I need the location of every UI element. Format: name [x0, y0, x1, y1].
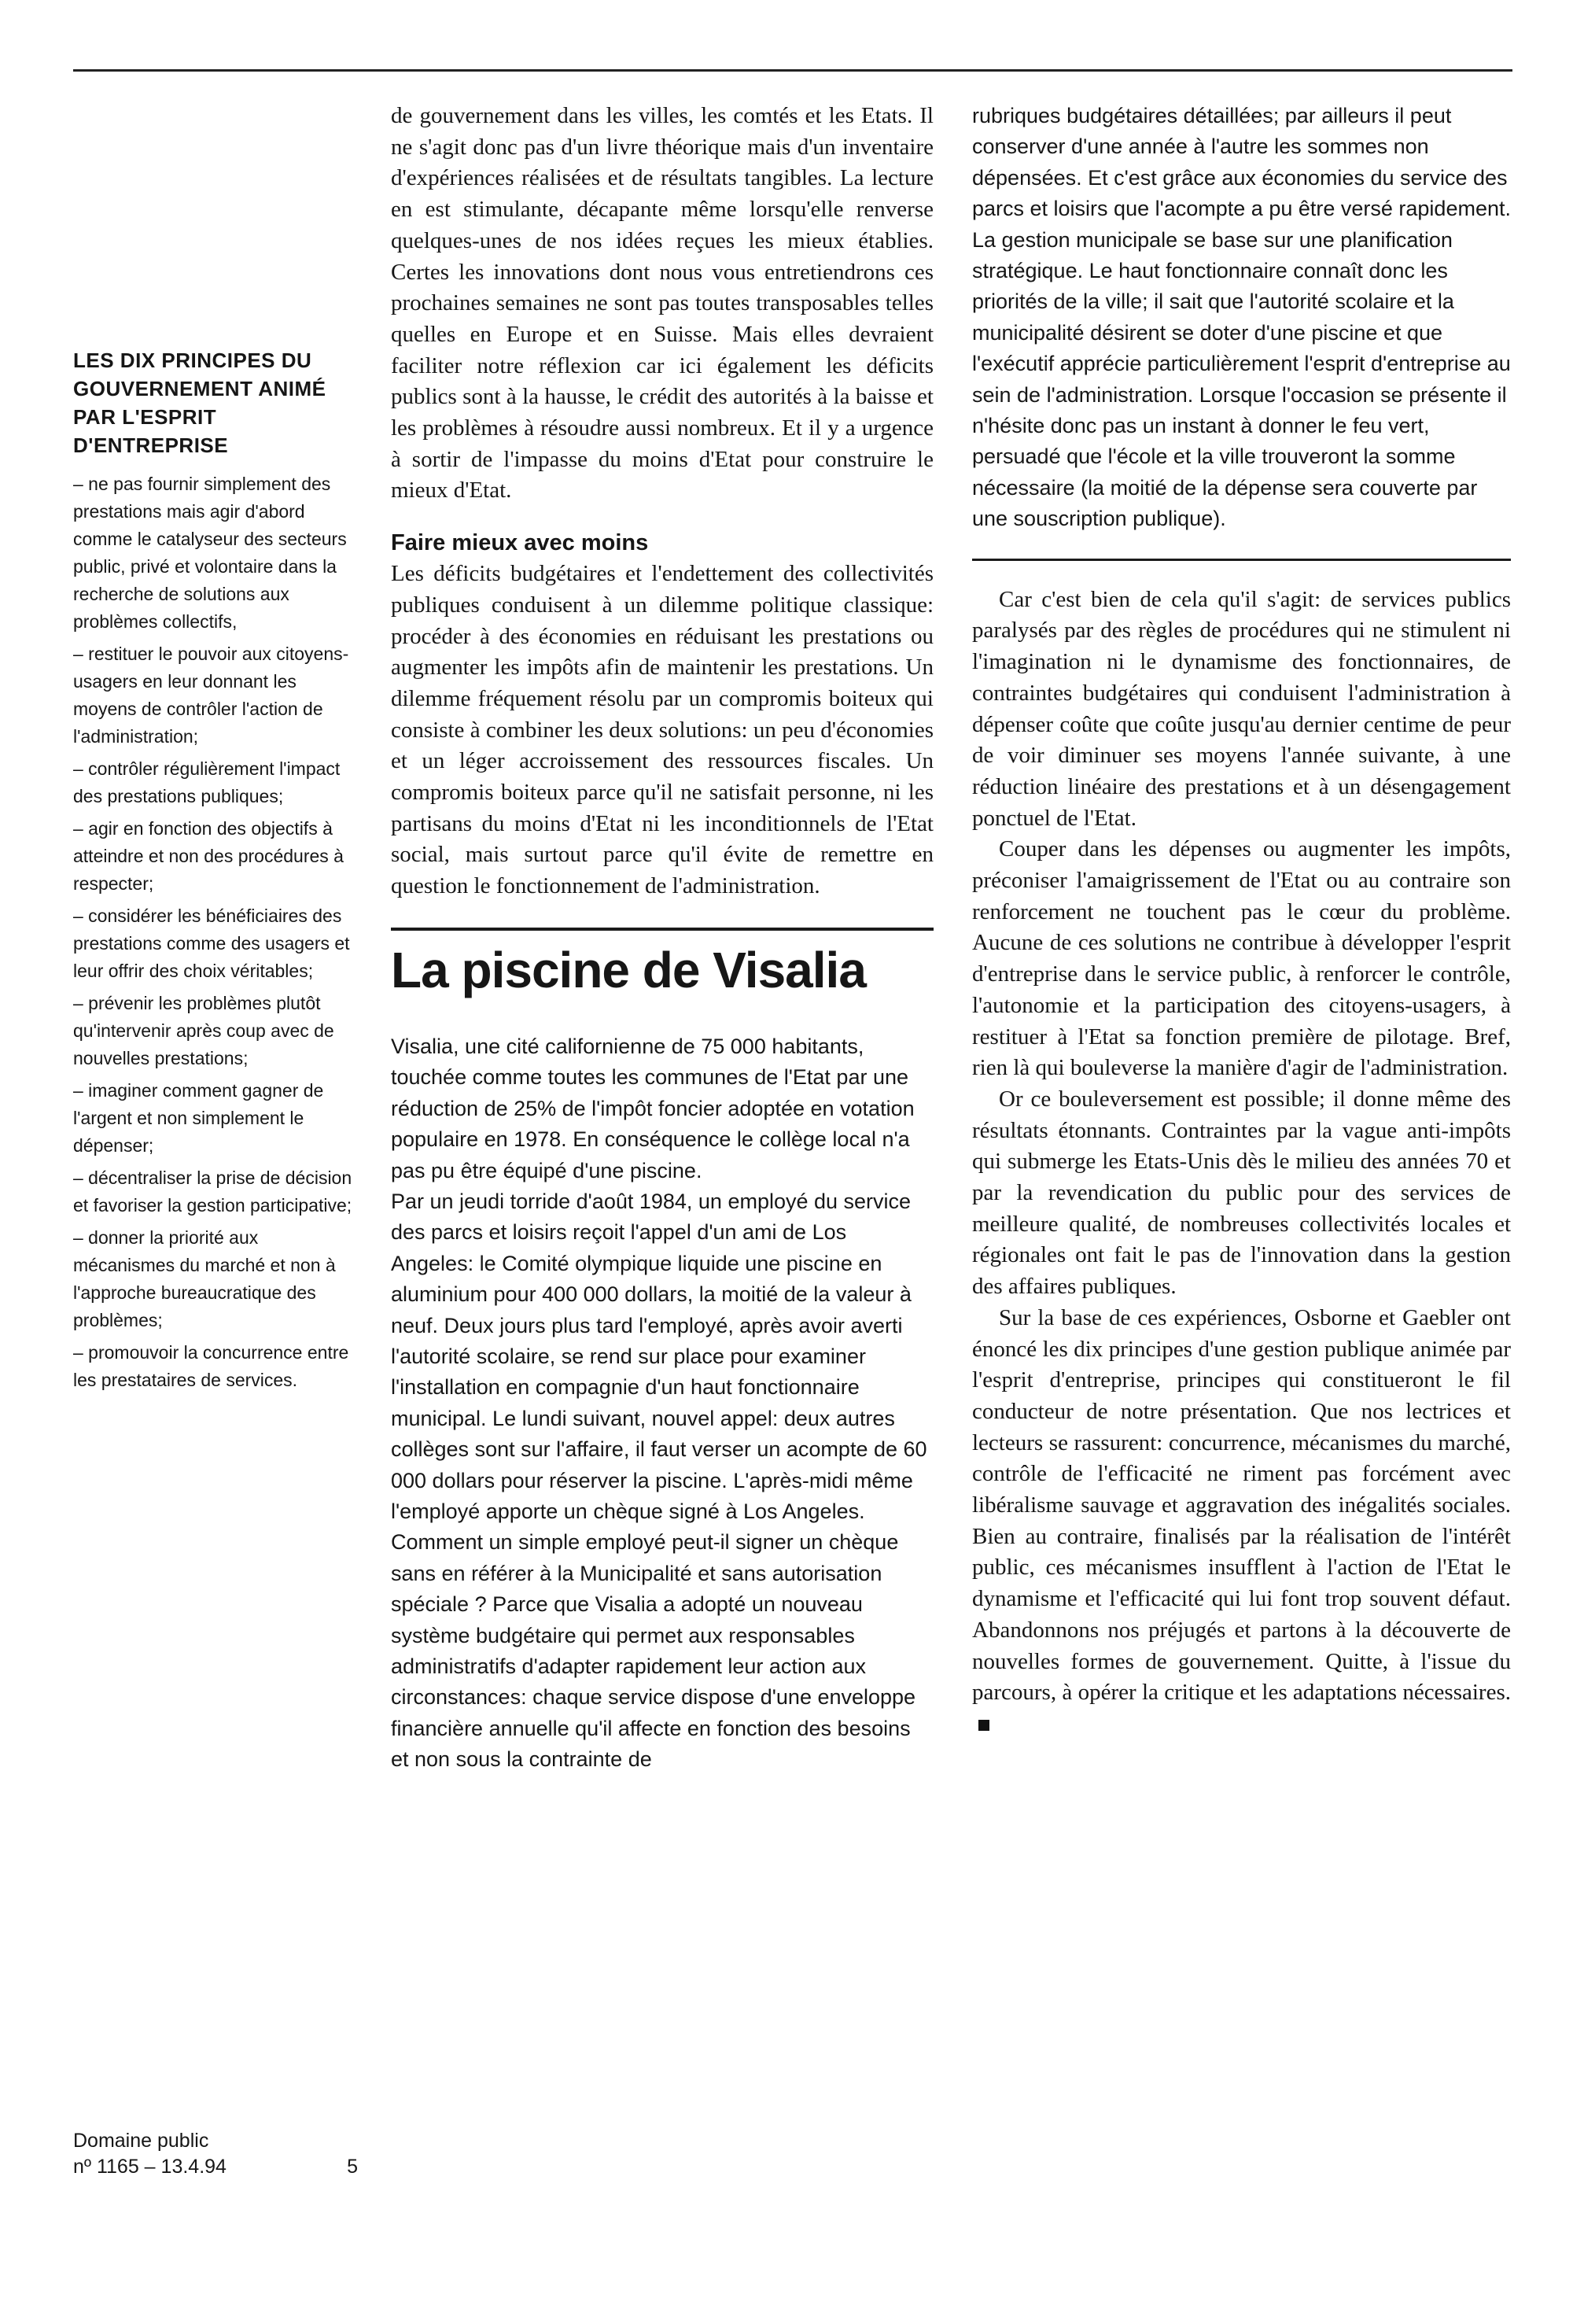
column-right — [972, 101, 1511, 1740]
sidebar-item: – agir en fonction des objectifs à atteindre et non des procédures à respecter; — [73, 818, 344, 894]
sidebar-item: – décentraliser la prise de décision et favoriser la gestion participative; — [73, 1168, 352, 1215]
sidebar-item: – contrôler régulièrement l'impact des prestations publiques; — [73, 758, 341, 806]
sidebar-principles — [73, 346, 353, 1399]
box-paragraph: rubriques budgétaires détaillées; par ailleurs il peut conserver d'une année à l'autre les sommes non dépensées. Et c'est grâce aux économies du service des parcs et loisirs que l'acompte a pu être versé rapidement. La gestion municipale se base sur une planification stratégique. Le haut fonctionnaire connaît donc les priorités de la ville; il sait que l'autorité scolaire et la municipalité désirent se doter d'une piscine et que l'exécutif apprécie particulièrement l'esprit d'entreprise au sein de l'administration. Lorsque l'occasion se présente il n'hésite donc pas un instant à donner le feu vert, persuadé que l'école et la ville trouveront la somme nécessaire (la moitié de la dépense sera couverte par une souscription publique). — [972, 104, 1511, 531]
sidebar-item: – promouvoir la concurrence entre les prestataires de services. — [73, 1342, 349, 1390]
page-footer — [73, 2128, 358, 2180]
sidebar-item: – donner la priorité aux mécanismes du marché et non à l'approche bureaucratique des problèmes; — [73, 1227, 336, 1330]
top-rule — [73, 69, 1512, 72]
paragraph: Couper dans les dépenses ou augmenter les impôts, préconiser l'amaigrissement de l'Etat ou au contraire son renforcement ne touchent pas le cœur du problème. Aucune de ces solutions ne contribue à développer l'esprit d'entreprise dans le service public, à renforcer le contrôle, l'autonomie et la participation des citoyens-usagers, à restituer à l'Etat sa fonction première de pilotage. Bref, rien là qui bouleverse la manière d'agir de l'administration. — [972, 836, 1511, 1081]
box-bottom-rule — [972, 559, 1511, 561]
end-mark-icon — [978, 1720, 989, 1731]
box-title: La piscine de Visalia — [391, 941, 866, 998]
sidebar-item: – imaginer comment gagner de l'argent et non simplement le dépenser; — [73, 1080, 324, 1156]
sidebar-item: – prévenir les problèmes plutôt qu'intervenir après coup avec de nouvelles prestations; — [73, 993, 334, 1068]
sidebar-title: LES DIX PRINCIPES DU GOUVERNEMENT ANIMÉ PAR L'ESPRIT D'ENTREPRISE — [73, 349, 326, 457]
issue-number: nº 1165 – 13.4.94 — [73, 2156, 227, 2178]
paragraph: Les déficits budgétaires et l'endettement des collectivités publiques conduisent à un dilemme politique classique: procéder à des économies en réduisant les prestations ou augmenter les impôts afin de maintenir les prestations. Un dilemme fréquement résolu par un compromis boiteux qui consiste à combiner les deux solutions: un peu d'économies et un léger accroissement des ressources fiscales. Un compromis boiteux parce qu'il ne satisfait personne, ni les partisans du moins d'Etat ni les inconditionnels de l'Etat social, mais surtout parce qu'il évite de remettre en question le fonctionnement de l'administration. — [391, 561, 934, 899]
sidebar-item: – considérer les bénéficiaires des prestations comme des usagers et leur offrir des choix véritables; — [73, 906, 350, 981]
page-number: 5 — [347, 2156, 358, 2178]
sidebar-item: – restituer le pouvoir aux citoyens-usagers en leur donnant les moyens de contrôler l'action de l'administration; — [73, 644, 349, 747]
box-paragraph: Visalia, une cité californienne de 75 000 habitants, touchée comme toutes les communes de l'Etat par une réduction de 25% de l'impôt foncier adoptée en votation populaire en 1978. En conséquence le collège local n'a pas pu être équipé d'une piscine. — [391, 1034, 915, 1182]
publication-name: Domaine public — [73, 2130, 209, 2152]
article-continuation — [972, 585, 1511, 1740]
paragraph: Or ce bouleversement est possible; il donne même des résultats étonnants. Contraintes par la vague anti-impôts qui submerge les Etats-Unis dès le milieu des années 70 et par la revendication du public pour des services de meilleure qualité, de nombreuses collectivités locales et régionales ont fait le pas de l'innovation dans la gestion des affaires publiques. — [972, 1086, 1511, 1300]
final-paragraph — [972, 1303, 1511, 1740]
box-top-rule — [391, 928, 934, 931]
box-paragraph: Par un jeudi torride d'août 1984, un employé du service des parcs et loisirs reçoit l'appel d'un ami de Los Angeles: le Comité olympique liquide une piscine en aluminium pour 400 000 dollars, la moitié de la valeur à neuf. Deux jours plus tard l'employé, après avoir averti l'autorité scolaire, se rend sur place pour examiner l'installation en compagnie d'un haut fonctionnaire municipal. Le lundi suivant, nouvel appel: deux autres collèges sont sur l'affaire, il faut verser un acompte de 60 000 dollars pour réserver la piscine. L'après-midi même l'employé apporte un chèque signé à Los Angeles. — [391, 1189, 927, 1523]
paragraph-text: Sur la base de ces expériences, Osborne et Gaebler ont énoncé les dix principes d'une gestion publique animée par l'esprit d'entreprise, principes qui constitueront le fil conducteur de notre présentation. Que nos lectrices et lecteurs se rassurent: concurrence, mécanismes du marché, contrôle de l'efficacité ne riment pas forcément avec libéralisme sauvage et aggravation des inégalités sociales. Bien au contraire, finalisés par la réalisation de l'intérêt public, ces mécanismes insufflent à l'action de l'Etat le dynamisme et l'efficacité qui lui font trop souvent défaut. Abandonnons nos préjugés et partons à la découverte de nouvelles formes de gouvernement. Quitte, à l'issue du parcours, à opérer la critique et les adaptations nécessaires. — [972, 1304, 1511, 1706]
paragraph: Car c'est bien de cela qu'il s'agit: de services publics paralysés par des règles de procédures qui ne stimulent ni l'imagination ni le dynamisme des fonctionnaires, de contraintes budgétaires qui conduisent l'administration à dépenser coûte que coûte jusqu'au dernier centime de peur de voir diminuer ses moyens l'année suivante, à une réduction linéaire des prestations et à un désengagement ponctuel de l'Etat. — [972, 586, 1511, 831]
box-body — [391, 1031, 934, 1776]
subheading: Faire mieux avec moins — [391, 530, 649, 556]
sidebar-list — [73, 470, 353, 1394]
box-paragraph: Comment un simple employé peut-il signer un chèque sans en référer à la Municipalité et sans autorisation spéciale ? Parce que Visalia a adopté un nouveau système budgétaire qui permet aux responsables administratifs d'adapter rapidement leur action aux circonstances: chaque service dispose d'une enveloppe financière annuelle qu'il affecte en fonction des besoins et non sous la contrainte de — [391, 1530, 916, 1772]
subsection-body — [391, 559, 934, 902]
paragraph: de gouvernement dans les villes, les comtés et les Etats. Il ne s'agit donc pas d'un livre théorique mais d'un inventaire d'expériences réalisées et de résultats tangibles. La lecture en est stimulante, décapante même lorsqu'elle renverse quelques-unes de nos idées reçues les mieux établies. Certes les innovations dont nous vous entretiendrons ces prochaines semaines ne sont pas toutes transposables telles quelles en Europe et en Suisse. Mais elles devraient faciliter notre réflexion car ici également les déficits publics sont à la hausse, le crédit des autorités à la baisse et les problèmes à résoudre aussi nombreux. Et il y a urgence à sortir de l'impasse du moins d'Etat pour construire le mieux d'Etat. — [391, 103, 934, 504]
sidebar-item: – ne pas fournir simplement des prestations mais agir d'abord comme le catalyseur des secteurs public, privé et volontaire dans la recherche de solutions aux problèmes collectifs, — [73, 474, 347, 632]
article-intro — [391, 101, 934, 507]
column-middle — [391, 101, 934, 1776]
box-continuation — [972, 101, 1511, 535]
